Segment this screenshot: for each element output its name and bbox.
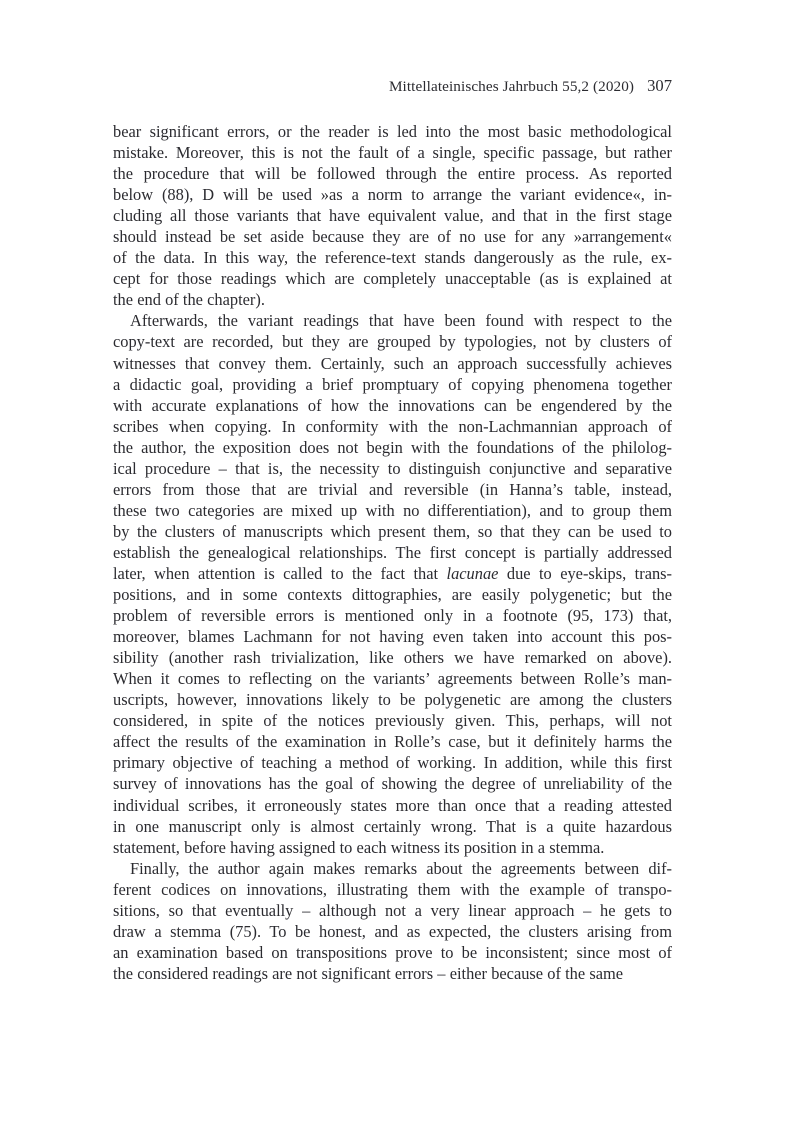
text-line: these two categories are mixed up with no differentiation), and to group them xyxy=(113,500,672,520)
text-line: statement, before having assigned to each witness its position in a stemma. xyxy=(113,837,605,857)
paragraph-2 xyxy=(113,310,672,857)
text-line: witnesses that convey them. Certainly, such an approach successfully achieves xyxy=(113,353,672,373)
text-line-with-italic: later, when attention is called to the fact that lacunae due to eye-skips, trans- xyxy=(113,563,672,583)
italic-term: lacunae xyxy=(446,563,499,583)
text-line: below (88), D will be used »as a norm to arrange the variant evidence«, in- xyxy=(113,185,672,205)
text-line: mistake. Moreover, this is not the fault of a single, specific passage, but rather xyxy=(113,143,672,163)
page-number: 307 xyxy=(647,76,672,95)
text-line: survey of innovations has the goal of showing the degree of unreliability of the xyxy=(113,774,672,794)
text-line: in one manuscript only is almost certainly wrong. That is a quite hazardous xyxy=(113,816,672,836)
text-line: ferent codices on innovations, illustrating them with the example of transpo- xyxy=(113,879,672,899)
text-line: sitions, so that eventually – although not a very linear approach – he gets to xyxy=(113,900,672,920)
text-line: the end of the chapter). xyxy=(113,290,265,310)
paragraph-3 xyxy=(113,858,672,984)
text-line: considered, in spite of the notices previously given. This, perhaps, will not xyxy=(113,711,672,731)
text-line: with accurate explanations of how the innovations can be engendered by the xyxy=(113,395,672,415)
text-line: copy-text are recorded, but they are grouped by typologies, not by clusters of xyxy=(113,332,672,352)
text-line: bear significant errors, or the reader is led into the most basic methodological xyxy=(113,122,672,141)
text-line: Finally, the author again makes remarks about the agreements between dif- xyxy=(130,858,672,878)
text-line: affect the results of the examination in Rolle’s case, but it definitely harms the xyxy=(113,732,672,752)
paragraph-1 xyxy=(113,121,672,310)
body-text-block xyxy=(113,121,672,984)
text-line: uscripts, however, innovations likely to be polygenetic are among the clusters xyxy=(113,690,672,710)
text-line: cluding all those variants that have equivalent value, and that in the first stage xyxy=(113,206,672,226)
text-line: ical procedure – that is, the necessity to distinguish conjunctive and separative xyxy=(113,458,672,478)
text-line: an examination based on transpositions prove to be inconsistent; since most of xyxy=(113,942,672,962)
text-line: of the data. In this way, the reference-text stands dangerously as the rule, ex- xyxy=(113,248,672,268)
text-line: the author, the exposition does not begin with the foundations of the philolog- xyxy=(113,437,672,457)
text-line: by the clusters of manuscripts which present them, so that they can be used to xyxy=(113,521,672,541)
text-line: individual scribes, it erroneously states more than once that a reading attested xyxy=(113,795,672,815)
text-line: establish the genealogical relationships. The first concept is partially addressed xyxy=(113,542,672,562)
text-line: should instead be set aside because they are of no use for any »arrangement« xyxy=(113,227,672,247)
text-line: cept for those readings which are completely unacceptable (as is explained at xyxy=(113,269,672,289)
text-line: problem of reversible errors is mentioned only in a footnote (95, 173) that, xyxy=(113,606,672,626)
text-line: positions, and in some contexts dittographies, are easily polygenetic; but the xyxy=(113,585,672,605)
text-line: errors from those that are trivial and reversible (in Hanna’s table, instead, xyxy=(113,479,672,499)
text-line: a didactic goal, providing a brief promptuary of copying phenomena together xyxy=(113,374,672,394)
text-line: Afterwards, the variant readings that have been found with respect to the xyxy=(130,311,672,331)
text-line: moreover, blames Lachmann for not having even taken into account this pos- xyxy=(113,627,672,647)
text-line: primary objective of teaching a method of working. In addition, while this first xyxy=(113,753,672,773)
text-line: When it comes to reflecting on the variants’ agreements between Rolle’s man- xyxy=(113,669,672,689)
text-line: the considered readings are not significant errors – either because of the same xyxy=(113,963,624,983)
running-head-journal-title: Mittellateinisches Jahrbuch 55,2 (2020) xyxy=(388,78,635,95)
text-line: draw a stemma (75). To be honest, and as expected, the clusters arising from xyxy=(113,921,672,941)
text-line: scribes when copying. In conformity with the non-Lachmannian approach of xyxy=(113,416,672,436)
running-head xyxy=(113,76,672,97)
text-line: the procedure that will be followed through the entire process. As reported xyxy=(113,164,672,184)
text-line: sibility (another rash trivialization, like others we have remarked on above). xyxy=(113,648,672,668)
